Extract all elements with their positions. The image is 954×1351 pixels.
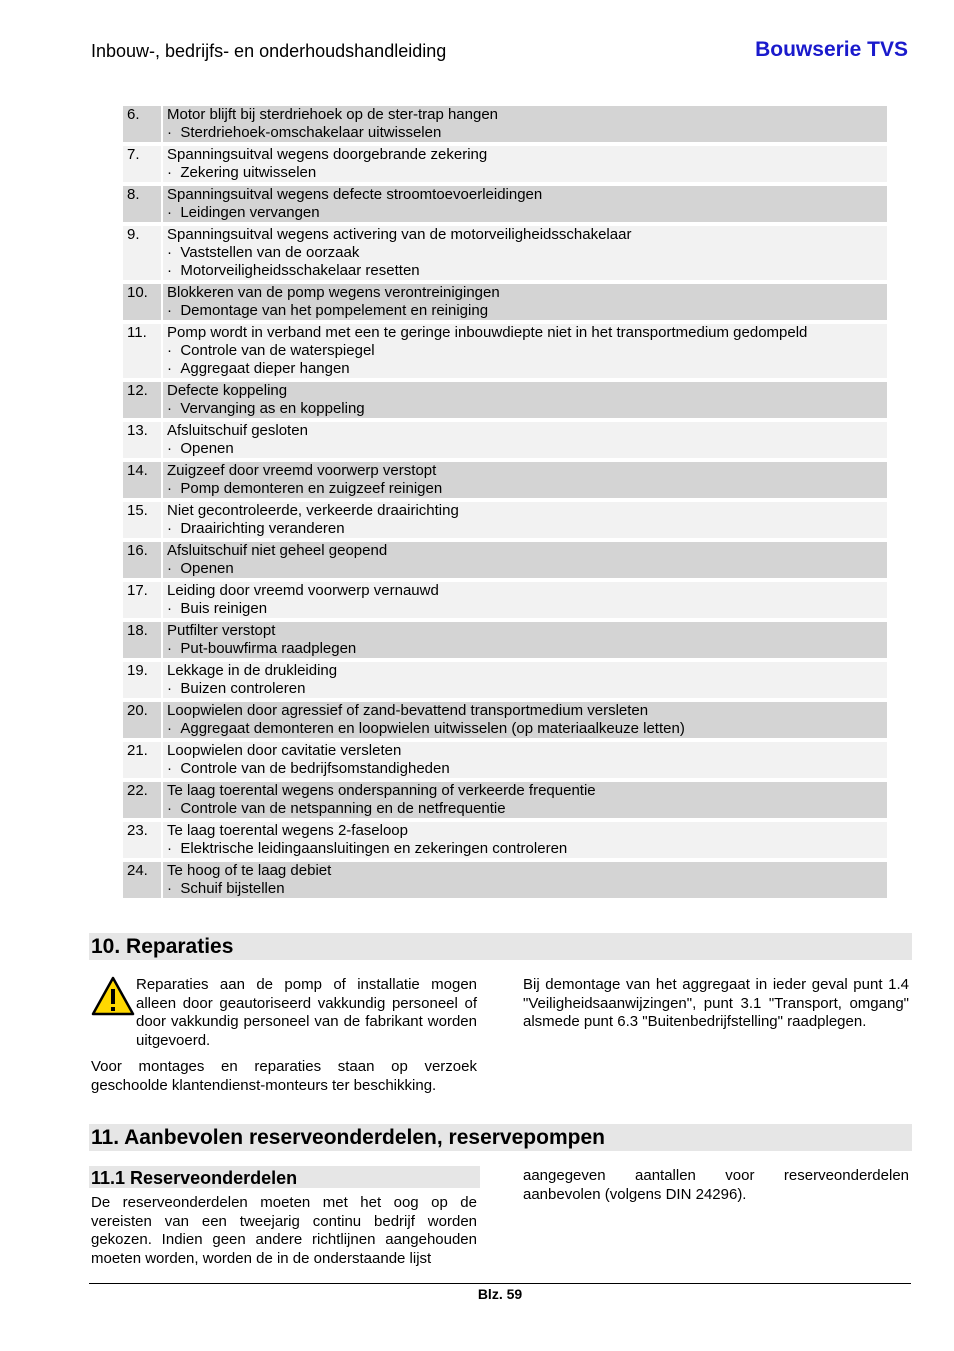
- fault-remedy: [167, 840, 883, 858]
- fault-number: 6.: [123, 106, 163, 142]
- bullet-icon: ·: [167, 302, 181, 319]
- fault-cause: Spanningsuitval wegens doorgebrande zekering: [167, 146, 488, 163]
- remedy-text: Openen: [180, 440, 234, 457]
- fault-cause: Spanningsuitval wegens defecte stroomtoevoerleidingen: [167, 186, 543, 203]
- bullet-icon: ·: [167, 840, 181, 857]
- repair-service-text: Voor montages en reparaties staan op verzoek geschoolde klantendienst-monteurs ter beschikking.: [91, 1058, 477, 1094]
- fault-number: 21.: [123, 742, 163, 778]
- fault-description: [163, 622, 887, 658]
- table-row: [123, 622, 887, 658]
- bullet-icon: ·: [167, 800, 181, 817]
- bullet-icon: ·: [167, 244, 181, 261]
- fault-description: [163, 582, 887, 618]
- remedy-text: Sterdriehoek-omschakelaar uitwisselen: [180, 124, 442, 141]
- fault-cause: Afsluitschuif niet geheel geopend: [167, 542, 388, 559]
- fault-cause: Putfilter verstopt: [167, 622, 276, 639]
- fault-description: [163, 226, 887, 280]
- bullet-icon: ·: [167, 480, 181, 497]
- bullet-icon: ·: [167, 760, 181, 777]
- fault-cause: Te laag toerental wegens 2-faseloop: [167, 822, 408, 839]
- fault-number: 23.: [123, 822, 163, 858]
- fault-description: [163, 382, 887, 418]
- remedy-text: Motorveiligheidsschakelaar resetten: [180, 262, 420, 279]
- fault-cause: Afsluitschuif gesloten: [167, 422, 308, 439]
- fault-description: [163, 822, 887, 858]
- table-row: [123, 146, 887, 182]
- fault-description: [163, 542, 887, 578]
- fault-description: [163, 106, 887, 142]
- fault-remedy: [167, 640, 883, 658]
- fault-number: 20.: [123, 702, 163, 738]
- bullet-icon: ·: [167, 880, 181, 897]
- bullet-icon: ·: [167, 124, 181, 141]
- fault-cause: Te hoog of te laag debiet: [167, 862, 332, 879]
- document-title: Inbouw-, bedrijfs- en onderhoudshandleiding: [91, 41, 447, 61]
- fault-remedy: [167, 400, 883, 418]
- fault-cause: Zuigzeef door vreemd voorwerp verstopt: [167, 462, 437, 479]
- remedy-text: Controle van de bedrijfsomstandigheden: [180, 760, 450, 777]
- warning-text: Reparaties aan de pomp of installatie mogen alleen door geautoriseerd vakkundig personeel of door vakkundig personeel van de fabrikant worden uitgevoerd.: [136, 976, 477, 1049]
- fault-remedy: [167, 680, 883, 698]
- section-10-heading: 10. Reparaties: [89, 933, 912, 960]
- remedy-text: Zekering uitwisselen: [180, 164, 317, 181]
- table-row: [123, 782, 887, 818]
- remedy-text: Leidingen vervangen: [180, 204, 320, 221]
- fault-table: [123, 102, 887, 902]
- fault-number: 7.: [123, 146, 163, 182]
- fault-cause: Defecte koppeling: [167, 382, 288, 399]
- bullet-icon: ·: [167, 520, 181, 537]
- bullet-icon: ·: [167, 262, 181, 279]
- bullet-icon: ·: [167, 640, 181, 657]
- bullet-icon: ·: [167, 204, 181, 221]
- fault-remedy: [167, 720, 883, 738]
- remedy-text: Demontage van het pompelement en reiniging: [180, 302, 489, 319]
- fault-cause: Te laag toerental wegens onderspanning of verkeerde frequentie: [167, 782, 596, 799]
- fault-description: [163, 742, 887, 778]
- fault-remedy: [167, 244, 883, 262]
- table-row: [123, 186, 887, 222]
- remedy-text: Draairichting veranderen: [180, 520, 345, 537]
- bullet-icon: ·: [167, 600, 181, 617]
- fault-number: 19.: [123, 662, 163, 698]
- remedy-text: Openen: [180, 560, 234, 577]
- fault-remedy: [167, 360, 883, 378]
- bullet-icon: ·: [167, 342, 181, 359]
- fault-description: [163, 502, 887, 538]
- fault-remedy: [167, 800, 883, 818]
- fault-description: [163, 662, 887, 698]
- fault-number: 24.: [123, 862, 163, 898]
- spare-parts-text-left: De reserveonderdelen moeten met het oog op de vereisten van een tweejarig continu bedrijf worden gekozen. Indien geen andere richtlijnen aangehouden moeten worden, worden de in de onderstaande lijst: [91, 1194, 477, 1267]
- fault-number: 12.: [123, 382, 163, 418]
- footer-divider: [89, 1283, 911, 1284]
- fault-description: [163, 146, 887, 182]
- table-row: [123, 382, 887, 418]
- table-row: [123, 822, 887, 858]
- table-row: [123, 462, 887, 498]
- dismantling-text: Bij demontage van het aggregaat in ieder geval punt 1.4 "Veiligheidsaanwijzingen", punt 3.1 "Transport, omgang" alsmede punt 6.3 "Buitenbedrijfstelling" raadplegen.: [523, 976, 909, 1030]
- remedy-text: Aggregaat dieper hangen: [180, 360, 350, 377]
- fault-cause: Loopwielen door cavitatie versleten: [167, 742, 402, 759]
- table-row: [123, 106, 887, 142]
- fault-cause: Leiding door vreemd voorwerp vernauwd: [167, 582, 439, 599]
- fault-number: 9.: [123, 226, 163, 280]
- fault-remedy: [167, 760, 883, 778]
- remedy-text: Vervanging as en koppeling: [180, 400, 365, 417]
- fault-description: [163, 284, 887, 320]
- fault-remedy: [167, 342, 883, 360]
- remedy-text: Elektrische leidingaansluitingen en zekeringen controleren: [180, 840, 568, 857]
- remedy-text: Controle van de netspanning en de netfrequentie: [180, 800, 506, 817]
- series-title: Bouwserie TVS: [755, 38, 908, 61]
- fault-remedy: [167, 440, 883, 458]
- fault-number: 18.: [123, 622, 163, 658]
- table-row: [123, 422, 887, 458]
- fault-remedy: [167, 880, 883, 898]
- fault-description: [163, 702, 887, 738]
- table-row: [123, 542, 887, 578]
- bullet-icon: ·: [167, 440, 181, 457]
- fault-cause: Spanningsuitval wegens activering van de motorveiligheidsschakelaar: [167, 226, 632, 243]
- warning-triangle-icon: [91, 976, 135, 1016]
- fault-number: 8.: [123, 186, 163, 222]
- remedy-text: Buis reinigen: [180, 600, 268, 617]
- remedy-text: Put-bouwfirma raadplegen: [180, 640, 357, 657]
- fault-description: [163, 782, 887, 818]
- fault-remedy: [167, 124, 883, 142]
- table-row: [123, 284, 887, 320]
- remedy-text: Controle van de waterspiegel: [180, 342, 375, 359]
- fault-cause: Niet gecontroleerde, verkeerde draairichting: [167, 502, 459, 519]
- fault-number: 13.: [123, 422, 163, 458]
- remedy-text: Vaststellen van de oorzaak: [180, 244, 360, 261]
- fault-description: [163, 462, 887, 498]
- fault-remedy: [167, 204, 883, 222]
- fault-remedy: [167, 560, 883, 578]
- fault-remedy: [167, 262, 883, 280]
- section-11-1-heading: 11.1 Reserveonderdelen: [89, 1166, 480, 1188]
- bullet-icon: ·: [167, 560, 181, 577]
- remedy-text: Aggregaat demonteren en loopwielen uitwisselen (op materiaalkeuze letten): [180, 720, 685, 737]
- bullet-icon: ·: [167, 720, 181, 737]
- spare-parts-text-right: aangegeven aantallen voor reserveonderdelen aanbevolen (volgens DIN 24296).: [523, 1167, 909, 1203]
- fault-number: 17.: [123, 582, 163, 618]
- fault-description: [163, 324, 887, 378]
- bullet-icon: ·: [167, 400, 181, 417]
- page-number: Blz. 59: [477, 1286, 523, 1302]
- fault-description: [163, 862, 887, 898]
- fault-cause: Blokkeren van de pomp wegens verontreinigingen: [167, 284, 500, 301]
- table-row: [123, 742, 887, 778]
- section-11-heading: 11. Aanbevolen reserveonderdelen, reservepompen: [89, 1124, 912, 1151]
- fault-remedy: [167, 164, 883, 182]
- table-row: [123, 702, 887, 738]
- remedy-text: Pomp demonteren en zuigzeef reinigen: [180, 480, 443, 497]
- fault-number: 16.: [123, 542, 163, 578]
- fault-cause: Motor blijft bij sterdriehoek op de ster-trap hangen: [167, 106, 499, 123]
- bullet-icon: ·: [167, 164, 181, 181]
- table-row: [123, 662, 887, 698]
- table-row: [123, 324, 887, 378]
- remedy-text: Schuif bijstellen: [180, 880, 285, 897]
- fault-remedy: [167, 520, 883, 538]
- fault-number: 11.: [123, 324, 163, 378]
- bullet-icon: ·: [167, 360, 181, 377]
- bullet-icon: ·: [167, 680, 181, 697]
- fault-remedy: [167, 600, 883, 618]
- fault-cause: Loopwielen door agressief of zand-bevattend transportmedium versleten: [167, 702, 649, 719]
- fault-description: [163, 186, 887, 222]
- table-row: [123, 502, 887, 538]
- fault-number: 14.: [123, 462, 163, 498]
- fault-cause: Lekkage in de drukleiding: [167, 662, 338, 679]
- remedy-text: Buizen controleren: [180, 680, 306, 697]
- fault-number: 10.: [123, 284, 163, 320]
- fault-cause: Pomp wordt in verband met een te geringe inbouwdiepte niet in het transportmedium gedompeld: [167, 324, 808, 341]
- fault-remedy: [167, 480, 883, 498]
- fault-number: 15.: [123, 502, 163, 538]
- fault-remedy: [167, 302, 883, 320]
- table-row: [123, 862, 887, 898]
- table-row: [123, 226, 887, 280]
- fault-description: [163, 422, 887, 458]
- fault-number: 22.: [123, 782, 163, 818]
- table-row: [123, 582, 887, 618]
